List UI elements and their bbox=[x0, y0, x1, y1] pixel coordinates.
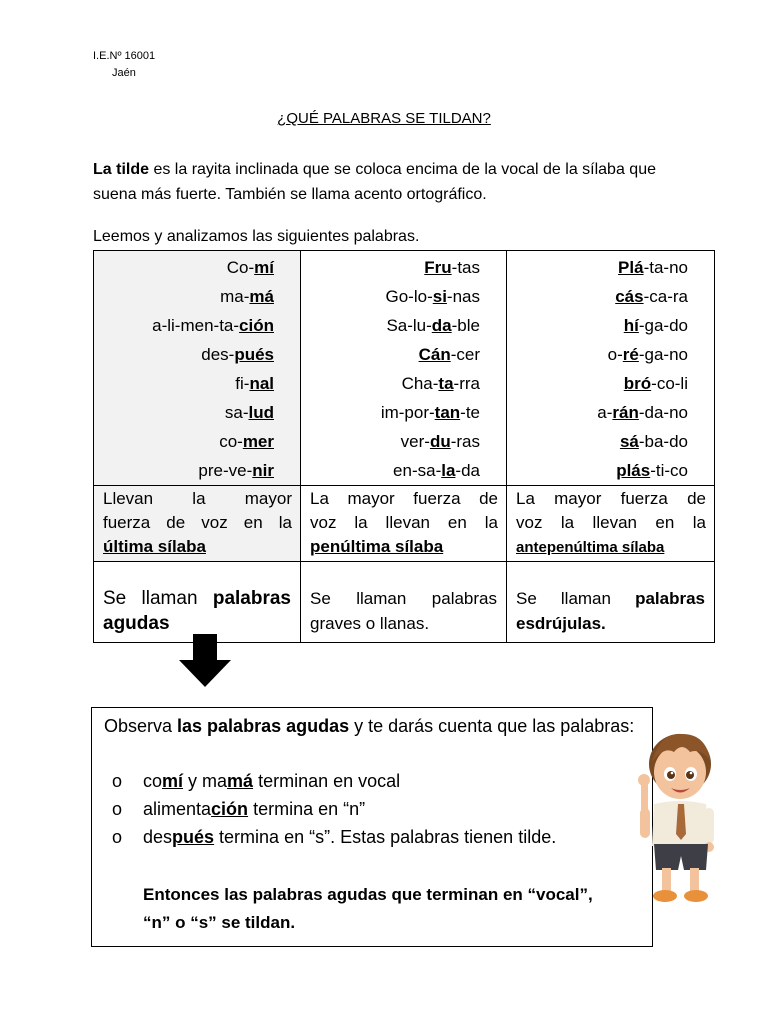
word-prefix: des- bbox=[201, 345, 235, 364]
words-row bbox=[94, 251, 715, 486]
words-cell-agudas bbox=[94, 251, 301, 486]
word-entry bbox=[301, 427, 480, 456]
desc-line: voz la llevan en la bbox=[310, 513, 498, 532]
city-name: Jaén bbox=[112, 67, 136, 79]
word-prefix: o- bbox=[607, 345, 623, 364]
word-prefix: Go-lo- bbox=[385, 287, 433, 306]
word-prefix: a- bbox=[597, 403, 613, 422]
words-cell-graves bbox=[301, 251, 507, 486]
word-entry bbox=[301, 398, 480, 427]
word-suffix: -cer bbox=[450, 345, 480, 364]
desc-line: voz la llevan en la bbox=[516, 513, 706, 532]
word-entry bbox=[301, 253, 480, 282]
word-prefix: sa- bbox=[224, 403, 249, 422]
stressed-syllable: bró bbox=[623, 374, 652, 393]
desc-cell-agudas bbox=[94, 486, 301, 562]
stressed-syllable: rán bbox=[612, 403, 639, 422]
bullet-icon: o bbox=[112, 799, 123, 819]
stressed-syllable: hí bbox=[623, 316, 639, 335]
stressed-syllable: Plá bbox=[618, 258, 644, 277]
word-prefix: Sa-lu- bbox=[386, 316, 432, 335]
list-item: o alimentación termina en “n” bbox=[112, 795, 556, 823]
word-entry bbox=[301, 311, 480, 340]
intro-pre: Observa bbox=[104, 716, 178, 736]
word-suffix: -rra bbox=[453, 374, 480, 393]
word-suffix: -ba-do bbox=[638, 432, 688, 451]
bullet-icon: o bbox=[112, 771, 123, 791]
word-entry bbox=[301, 340, 480, 369]
word-entry bbox=[94, 282, 274, 311]
list-item: o después termina en “s”. Estas palabras tienen tilde. bbox=[112, 823, 556, 851]
word-suffix: -nas bbox=[446, 287, 480, 306]
desc-syllable: penúltima sílaba bbox=[310, 537, 444, 556]
cartoon-boy-icon bbox=[630, 722, 722, 908]
stressed-syllable: du bbox=[429, 432, 451, 451]
word-suffix: -ble bbox=[451, 316, 480, 335]
word-suffix: -da-no bbox=[638, 403, 688, 422]
desc-cell-esdrujulas bbox=[507, 486, 715, 562]
word-entry bbox=[301, 282, 480, 311]
stressed-syllable: la bbox=[441, 461, 456, 480]
word-entry bbox=[94, 253, 274, 282]
word-entry bbox=[507, 282, 688, 311]
desc-line: fuerza de voz en la bbox=[103, 513, 292, 532]
word-suffix: -ras bbox=[450, 432, 480, 451]
desc-syllable: última sílaba bbox=[103, 537, 206, 556]
stressed-syllable: mer bbox=[242, 432, 274, 451]
name-cell-esdrujulas bbox=[507, 562, 715, 643]
list-item: o comí y mamá terminan en vocal bbox=[112, 767, 556, 795]
stressed-syllable: si bbox=[432, 287, 447, 306]
stressed-syllable: nir bbox=[252, 461, 274, 480]
word-suffix: -da bbox=[455, 461, 480, 480]
word-entry bbox=[507, 398, 688, 427]
word-entry bbox=[94, 340, 274, 369]
desc-syllable: antepenúltima sílaba bbox=[516, 539, 665, 556]
word-entry bbox=[507, 427, 688, 456]
word-prefix: fi- bbox=[235, 374, 250, 393]
word-entry bbox=[94, 398, 274, 427]
stressed-syllable: Cán bbox=[418, 345, 451, 364]
intro-bold: las palabras agudas bbox=[177, 716, 350, 736]
stressed-syllable: mí bbox=[254, 258, 274, 277]
word-prefix: co- bbox=[219, 432, 243, 451]
word-entry bbox=[507, 253, 688, 282]
word-prefix: Cha- bbox=[401, 374, 439, 393]
word-prefix: im-por- bbox=[380, 403, 435, 422]
word-suffix: -ti-co bbox=[650, 461, 688, 480]
observation-box bbox=[91, 707, 653, 947]
word-entry bbox=[94, 427, 274, 456]
lead-sentence: Leemos y analizamos las siguientes palabras. bbox=[93, 228, 420, 245]
stressed-syllable: cás bbox=[615, 287, 644, 306]
example-list bbox=[112, 767, 556, 851]
word-entry bbox=[301, 369, 480, 398]
description-row bbox=[94, 486, 715, 562]
word-suffix: -ta-no bbox=[643, 258, 688, 277]
word-entry bbox=[94, 369, 274, 398]
intro-post: y te darás cuenta que las palabras: bbox=[349, 716, 635, 736]
school-name: I.E.Nº 16001 bbox=[93, 50, 156, 62]
name-bold: palabras agudas bbox=[103, 588, 291, 634]
stressed-syllable: plás bbox=[616, 461, 651, 480]
word-prefix: a-li-men-ta- bbox=[152, 316, 240, 335]
name-cell-agudas bbox=[94, 562, 301, 643]
stressed-syllable: ta bbox=[438, 374, 454, 393]
bullet-icon: o bbox=[112, 827, 123, 847]
word-prefix: pre-ve- bbox=[198, 461, 253, 480]
word-suffix: -co-li bbox=[651, 374, 688, 393]
syllable-table bbox=[93, 250, 715, 643]
word-entry bbox=[507, 369, 688, 398]
intro-term: La tilde bbox=[93, 161, 150, 178]
name-cell-graves bbox=[301, 562, 507, 643]
word-suffix: -ga-no bbox=[638, 345, 688, 364]
stressed-syllable: ré bbox=[622, 345, 639, 364]
word-suffix: -tas bbox=[451, 258, 480, 277]
conclusion: Entonces las palabras agudas que terminan en “vocal”, “n” o “s” se tildan. bbox=[143, 885, 593, 932]
word-entry bbox=[94, 456, 274, 485]
word-prefix: ma- bbox=[220, 287, 250, 306]
stressed-syllable: da bbox=[431, 316, 452, 335]
word-entry bbox=[94, 311, 274, 340]
stressed-syllable: Fru bbox=[424, 258, 452, 277]
word-prefix: en-sa- bbox=[393, 461, 442, 480]
desc-cell-graves bbox=[301, 486, 507, 562]
word-suffix: -ga-do bbox=[638, 316, 688, 335]
word-entry bbox=[301, 456, 480, 485]
word-prefix: Co- bbox=[226, 258, 255, 277]
stressed-syllable: tan bbox=[434, 403, 461, 422]
desc-line: Llevan la mayor bbox=[103, 489, 292, 508]
intro-text: es la rayita inclinada que se coloca encima de la vocal de la sílaba que suena más fuerte. También se llama acento ortográfico. bbox=[93, 161, 656, 203]
word-suffix: -ca-ra bbox=[643, 287, 688, 306]
word-suffix: -te bbox=[460, 403, 480, 422]
name-pre: Se llaman bbox=[103, 588, 213, 609]
observation-intro bbox=[104, 713, 640, 740]
word-entry bbox=[507, 340, 688, 369]
name-row bbox=[94, 562, 715, 643]
word-prefix: ver- bbox=[400, 432, 430, 451]
intro-paragraph bbox=[93, 157, 683, 207]
name-text: Se llaman palabras graves o llanas. bbox=[310, 589, 497, 633]
stressed-syllable: sá bbox=[619, 432, 639, 451]
name-bold: palabras esdrújulas. bbox=[516, 589, 705, 633]
stressed-syllable: ción bbox=[239, 316, 274, 335]
page-title: ¿QUÉ PALABRAS SE TILDAN? bbox=[277, 110, 491, 127]
words-cell-esdrujulas bbox=[507, 251, 715, 486]
stressed-syllable: lud bbox=[248, 403, 274, 422]
desc-line: La mayor fuerza de bbox=[516, 489, 706, 508]
stressed-syllable: má bbox=[249, 287, 274, 306]
stressed-syllable: nal bbox=[249, 374, 274, 393]
word-entry bbox=[507, 311, 688, 340]
down-arrow-icon bbox=[178, 634, 232, 688]
stressed-syllable: pués bbox=[234, 345, 274, 364]
desc-line: La mayor fuerza de bbox=[310, 489, 498, 508]
word-entry bbox=[507, 456, 688, 485]
name-pre: Se llaman bbox=[516, 589, 636, 608]
